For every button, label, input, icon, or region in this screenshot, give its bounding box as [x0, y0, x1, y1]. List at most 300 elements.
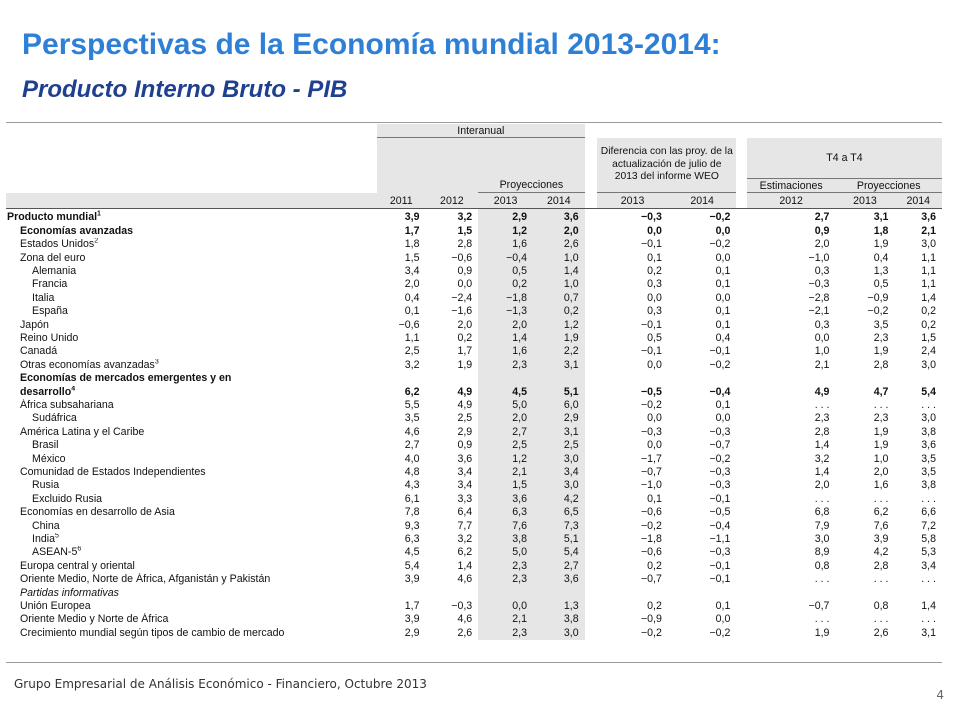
value-cell: −0,9 [867, 291, 889, 304]
row-label-text: Sudáfrica [32, 412, 77, 425]
table-row [6, 292, 942, 305]
value-cell: −2,8 [808, 291, 830, 304]
value-cell: 3,4 [457, 479, 473, 492]
value-cell: 4,0 [404, 452, 420, 465]
table-row [6, 600, 942, 613]
table-header [6, 124, 942, 209]
value-cell: 7,6 [478, 520, 533, 533]
table-row [6, 372, 942, 385]
value-cell: 2,6 [533, 238, 585, 251]
year-header: 2013 [478, 193, 533, 209]
column-gap [736, 345, 747, 358]
column-gap [585, 560, 598, 573]
value-cell: 6,2 [457, 546, 473, 559]
value-cell [835, 372, 894, 385]
table-row [6, 305, 942, 318]
value-cell: 3,5 [404, 412, 420, 425]
value-cell: 0,4 [715, 331, 731, 344]
row-label-text: Economías de mercados emergentes y en [20, 372, 232, 385]
header-years-row [6, 193, 942, 209]
value-cell: 2,0 [478, 412, 533, 425]
page-number: 4 [936, 688, 944, 702]
column-gap [585, 386, 598, 399]
value-cell: 1,2 [533, 319, 585, 332]
table-body [6, 209, 942, 641]
table-row [6, 466, 942, 479]
row-label-text: Comunidad de Estados Independientes [20, 466, 206, 478]
value-cell: −0,9 [640, 613, 662, 626]
value-cell: 1,1 [404, 331, 420, 344]
value-cell: 2,4 [921, 345, 936, 358]
column-gap [585, 399, 598, 412]
value-cell: 4,6 [457, 613, 473, 626]
value-cell: 2,8 [457, 238, 473, 251]
row-label-text: Japón [20, 318, 49, 331]
value-cell [426, 587, 479, 600]
value-cell: 5,1 [533, 386, 585, 399]
column-gap [736, 506, 747, 519]
value-cell: 0,8 [873, 600, 889, 613]
column-gap [736, 560, 747, 573]
column-gap [585, 426, 598, 439]
value-cell: 1,4 [814, 439, 830, 452]
value-cell: 3,9 [873, 533, 889, 546]
value-cell [668, 372, 737, 385]
value-cell: 0,9 [457, 264, 473, 277]
header-proyecciones-t4: Proyecciones [835, 178, 942, 192]
value-cell: 3,1 [921, 626, 936, 639]
table-row [6, 238, 942, 251]
header-proyecciones: Proyecciones [478, 178, 584, 192]
row-label-text: Italia [32, 291, 55, 304]
value-cell: 0,0 [715, 613, 731, 626]
row-label-text: ASEAN-5 [32, 546, 78, 559]
value-cell: 0,3 [647, 305, 662, 318]
column-gap [585, 332, 598, 345]
value-cell: 2,7 [478, 426, 533, 439]
column-gap [585, 225, 598, 238]
row-label [6, 520, 377, 533]
table-row [6, 265, 942, 278]
value-cell: −0,6 [640, 546, 662, 559]
value-cell: 2,1 [814, 358, 830, 371]
value-cell: 4,9 [457, 398, 473, 411]
column-gap [736, 533, 747, 546]
value-cell: 0,0 [647, 412, 662, 425]
value-cell: −2,1 [808, 305, 830, 318]
column-gap [585, 466, 598, 479]
row-label [6, 252, 377, 265]
value-cell: 2,3 [814, 412, 830, 425]
table-row [6, 479, 942, 492]
value-cell: 3,6 [533, 573, 585, 586]
value-cell: 3,6 [457, 452, 473, 465]
column-gap [585, 546, 598, 559]
column-gap [736, 439, 747, 452]
value-cell: −0,3 [808, 278, 830, 291]
value-cell: 1,7 [404, 600, 420, 613]
row-label [6, 587, 377, 600]
value-cell: 0,2 [921, 318, 936, 331]
value-cell: 3,6 [921, 439, 936, 452]
value-cell: 7,2 [921, 519, 936, 532]
column-gap [736, 265, 747, 278]
row-label-text: Estados Unidos [20, 238, 95, 251]
year-header: 2014 [533, 193, 585, 209]
column-gap [585, 265, 598, 278]
row-label [6, 546, 377, 559]
value-cell [426, 372, 479, 385]
value-cell: 2,1 [921, 224, 936, 237]
row-label [6, 600, 377, 613]
value-cell [668, 587, 737, 600]
value-cell: 3,9 [404, 613, 420, 626]
value-cell: 3,0 [533, 479, 585, 492]
row-label-text: Unión Europea [20, 600, 91, 613]
table-row [6, 412, 942, 425]
row-label-text: Partidas informativas [20, 586, 119, 599]
value-cell: 3,4 [921, 559, 936, 572]
value-cell: 1,5 [404, 251, 420, 264]
value-cell: 2,7 [814, 211, 830, 224]
value-cell: 0,2 [478, 278, 533, 291]
value-cell: −0,4 [478, 252, 533, 265]
row-label-text: Francia [32, 278, 68, 291]
value-cell: . . . [921, 492, 936, 505]
value-cell: −0,5 [709, 506, 731, 519]
value-cell: 1,9 [873, 238, 889, 251]
row-label-text: Excluido Rusia [32, 492, 103, 505]
slide-subtitle: Producto Interno Bruto - PIB [22, 76, 348, 103]
row-label [6, 453, 377, 466]
table-row [6, 209, 942, 225]
value-cell: 4,7 [873, 385, 889, 398]
header-t4: T4 a T4 [747, 138, 942, 179]
value-cell: 9,3 [404, 519, 420, 532]
row-label-text: Zona del euro [20, 251, 86, 264]
value-cell: 6,1 [404, 492, 420, 505]
value-cell: 0,4 [404, 291, 420, 304]
value-cell: −0,3 [709, 466, 731, 478]
value-cell: 3,4 [533, 466, 585, 479]
value-cell: . . . [873, 492, 889, 505]
row-label [6, 533, 377, 546]
value-cell: −0,7 [709, 439, 731, 452]
table-row [6, 252, 942, 265]
value-cell: 6,3 [404, 533, 420, 546]
value-cell: 1,5 [921, 331, 936, 344]
footer-text: Grupo Empresarial de Análisis Económico - Financiero, Octubre 2013 [14, 677, 427, 691]
table-row [6, 493, 942, 506]
value-cell: 2,5 [404, 345, 420, 358]
value-cell: 0,1 [404, 305, 420, 318]
footnote-marker: 3 [154, 358, 159, 366]
value-cell: 0,3 [647, 278, 662, 291]
value-cell: −0,2 [709, 452, 731, 465]
value-cell: 1,0 [814, 345, 830, 358]
value-cell: 2,8 [814, 425, 830, 438]
column-gap [736, 386, 747, 399]
value-cell: 1,4 [533, 265, 585, 278]
row-label [6, 278, 377, 291]
row-label-text: España [32, 305, 68, 318]
value-cell: 1,1 [921, 251, 936, 264]
value-cell: 1,5 [457, 224, 473, 237]
value-cell [377, 372, 425, 385]
value-cell: 6,4 [457, 506, 473, 519]
value-cell: 3,0 [533, 453, 585, 466]
value-cell: 6,5 [533, 506, 585, 519]
column-gap [585, 613, 598, 626]
table-row [6, 399, 942, 412]
value-cell: 7,6 [873, 519, 889, 532]
value-cell: −0,1 [640, 345, 662, 358]
value-cell: 5,4 [921, 385, 936, 398]
column-gap [585, 345, 598, 358]
row-label-text: Economías en desarrollo de Asia [20, 506, 175, 519]
row-label [6, 292, 377, 305]
column-gap [585, 439, 598, 452]
column-gap [585, 493, 598, 506]
row-label-text: China [32, 519, 60, 532]
value-cell: 3,8 [533, 613, 585, 626]
value-cell [597, 372, 668, 385]
value-cell: −1,3 [478, 305, 533, 318]
row-label [6, 479, 377, 492]
value-cell [747, 372, 836, 385]
value-cell: 6,3 [478, 506, 533, 519]
value-cell: 2,9 [478, 209, 533, 225]
value-cell: 4,6 [457, 573, 473, 586]
value-cell: 2,5 [457, 412, 473, 425]
column-gap [736, 209, 747, 225]
row-label [6, 305, 377, 318]
value-cell: 1,9 [873, 425, 889, 438]
value-cell: −0,2 [709, 211, 731, 224]
value-cell: −0,5 [640, 385, 662, 398]
column-gap [585, 252, 598, 265]
value-cell: 0,2 [533, 305, 585, 318]
bottom-divider [6, 662, 942, 663]
row-label-text: Oriente Medio y Norte de África [20, 613, 169, 626]
value-cell: −0,1 [709, 492, 731, 505]
table-row [6, 319, 942, 332]
value-cell: 6,6 [921, 506, 936, 519]
row-label [6, 225, 377, 238]
value-cell: 2,3 [478, 359, 533, 372]
value-cell: . . . [873, 573, 889, 586]
value-cell: 0,0 [715, 412, 731, 425]
table-row [6, 533, 942, 546]
value-cell: 4,3 [404, 479, 420, 492]
value-cell: 2,1 [478, 466, 533, 479]
value-cell: 2,3 [873, 412, 889, 425]
value-cell: 1,2 [478, 453, 533, 466]
value-cell: 0,4 [873, 251, 889, 264]
value-cell: 2,9 [533, 412, 585, 425]
value-cell: 3,2 [404, 358, 420, 371]
value-cell: 0,5 [873, 278, 889, 291]
table-row [6, 386, 942, 399]
value-cell: 2,0 [533, 225, 585, 238]
row-label-text: Crecimiento mundial según tipos de cambio de mercado [20, 626, 285, 639]
column-gap [736, 453, 747, 466]
value-cell: 3,4 [457, 466, 473, 478]
value-cell: 3,5 [873, 318, 889, 331]
row-label [6, 560, 377, 573]
row-label [6, 573, 377, 586]
value-cell: 1,5 [478, 479, 533, 492]
value-cell: 2,5 [478, 439, 533, 452]
column-gap [585, 479, 598, 492]
value-cell: 3,8 [921, 425, 936, 438]
value-cell: 4,5 [478, 386, 533, 399]
value-cell: 2,5 [533, 439, 585, 452]
value-cell: 5,1 [533, 533, 585, 546]
value-cell: 5,3 [921, 546, 936, 559]
value-cell: −0,7 [640, 466, 662, 478]
value-cell: 0,9 [457, 439, 473, 452]
value-cell: 0,1 [715, 264, 731, 277]
footnote-marker: 6 [77, 546, 82, 553]
column-gap [585, 600, 598, 613]
value-cell: 3,0 [533, 627, 585, 640]
value-cell: 6,0 [533, 399, 585, 412]
value-cell: 3,9 [404, 573, 420, 586]
table-row [6, 560, 942, 573]
value-cell: 4,8 [404, 466, 420, 478]
value-cell: −0,3 [640, 425, 662, 438]
value-cell: 3,0 [814, 533, 830, 546]
header-estimaciones: Estimaciones [747, 178, 836, 192]
table-row [6, 332, 942, 345]
value-cell: −1,8 [478, 292, 533, 305]
year-header: 2013 [597, 193, 668, 209]
year-header: 2014 [668, 193, 737, 209]
value-cell: −0,7 [808, 600, 830, 613]
row-label-text: África subsahariana [20, 398, 114, 411]
value-cell: 2,0 [478, 319, 533, 332]
value-cell: −0,1 [709, 573, 731, 586]
column-gap [736, 319, 747, 332]
value-cell: 7,7 [457, 519, 473, 532]
row-label [6, 627, 377, 640]
value-cell: 0,0 [647, 291, 662, 304]
value-cell: 1,9 [533, 332, 585, 345]
slide-title: Perspectivas de la Economía mundial 2013-2014: [22, 28, 721, 61]
value-cell: 1,4 [814, 466, 830, 478]
column-gap [736, 238, 747, 251]
value-cell: −0,4 [709, 519, 731, 532]
row-label [6, 426, 377, 439]
header-interanual: Interanual [377, 124, 585, 138]
value-cell: 4,6 [404, 425, 420, 438]
column-gap [736, 252, 747, 265]
value-cell: 2,7 [533, 560, 585, 573]
row-label-text: América Latina y el Caribe [20, 425, 145, 438]
column-gap [585, 238, 598, 251]
value-cell: 6,2 [404, 385, 420, 398]
footnote-marker: 4 [71, 385, 76, 393]
value-cell: −1,8 [640, 533, 662, 546]
column-gap [736, 479, 747, 492]
value-cell: 1,9 [873, 345, 889, 358]
value-cell: −1,0 [808, 251, 830, 264]
value-cell: 2,6 [457, 626, 473, 639]
column-gap [736, 587, 747, 600]
row-label [6, 466, 377, 479]
value-cell [597, 587, 668, 600]
row-label-text: Economías avanzadas [20, 224, 134, 237]
value-cell: 1,4 [457, 559, 473, 572]
value-cell: 1,7 [457, 345, 473, 358]
value-cell: . . . [921, 398, 936, 411]
table-row [6, 613, 942, 626]
value-cell: 4,2 [873, 546, 889, 559]
value-cell: 5,4 [533, 546, 585, 559]
row-label-text: México [32, 452, 66, 465]
row-label [6, 439, 377, 452]
column-gap [585, 587, 598, 600]
footnote-marker: 5 [54, 533, 59, 540]
value-cell: 0,0 [647, 224, 662, 237]
value-cell [533, 372, 585, 385]
value-cell: . . . [814, 398, 830, 411]
value-cell: 0,2 [647, 559, 662, 572]
value-cell: 1,1 [921, 264, 936, 277]
value-cell: 1,8 [873, 224, 889, 237]
column-gap [736, 600, 747, 613]
value-cell: 0,2 [921, 305, 936, 318]
value-cell: 1,0 [533, 252, 585, 265]
value-cell: 5,8 [921, 533, 936, 546]
value-cell: 0,5 [647, 331, 662, 344]
value-cell: 3,0 [921, 412, 936, 425]
value-cell: 0,0 [715, 291, 731, 304]
value-cell: −0,1 [709, 345, 731, 358]
value-cell: 1,1 [921, 278, 936, 291]
column-gap [585, 533, 598, 546]
row-label [6, 238, 377, 251]
table-row [6, 587, 942, 600]
row-label [6, 386, 377, 399]
value-cell: 8,9 [814, 546, 830, 559]
row-label-text: Reino Unido [20, 331, 79, 344]
column-gap [736, 399, 747, 412]
value-cell: 2,2 [533, 345, 585, 358]
value-cell: 4,9 [814, 385, 830, 398]
value-cell: 1,6 [478, 345, 533, 358]
value-cell: −2,4 [451, 291, 473, 304]
value-cell: 7,9 [814, 519, 830, 532]
row-label [6, 265, 377, 278]
value-cell: −0,3 [709, 546, 731, 559]
year-header: 2014 [894, 193, 942, 209]
value-cell: 7,8 [404, 506, 420, 519]
value-cell: . . . [873, 613, 889, 626]
value-cell: 3,1 [533, 359, 585, 372]
column-gap [585, 372, 598, 385]
table-row [6, 278, 942, 291]
value-cell: 3,6 [533, 209, 585, 225]
value-cell: 3,0 [921, 238, 936, 251]
value-cell: 0,1 [647, 251, 662, 264]
value-cell: 0,0 [715, 251, 731, 264]
value-cell: 2,6 [873, 626, 889, 639]
value-cell: 0,1 [715, 398, 731, 411]
value-cell: 0,2 [647, 264, 662, 277]
value-cell: 2,1 [478, 613, 533, 626]
